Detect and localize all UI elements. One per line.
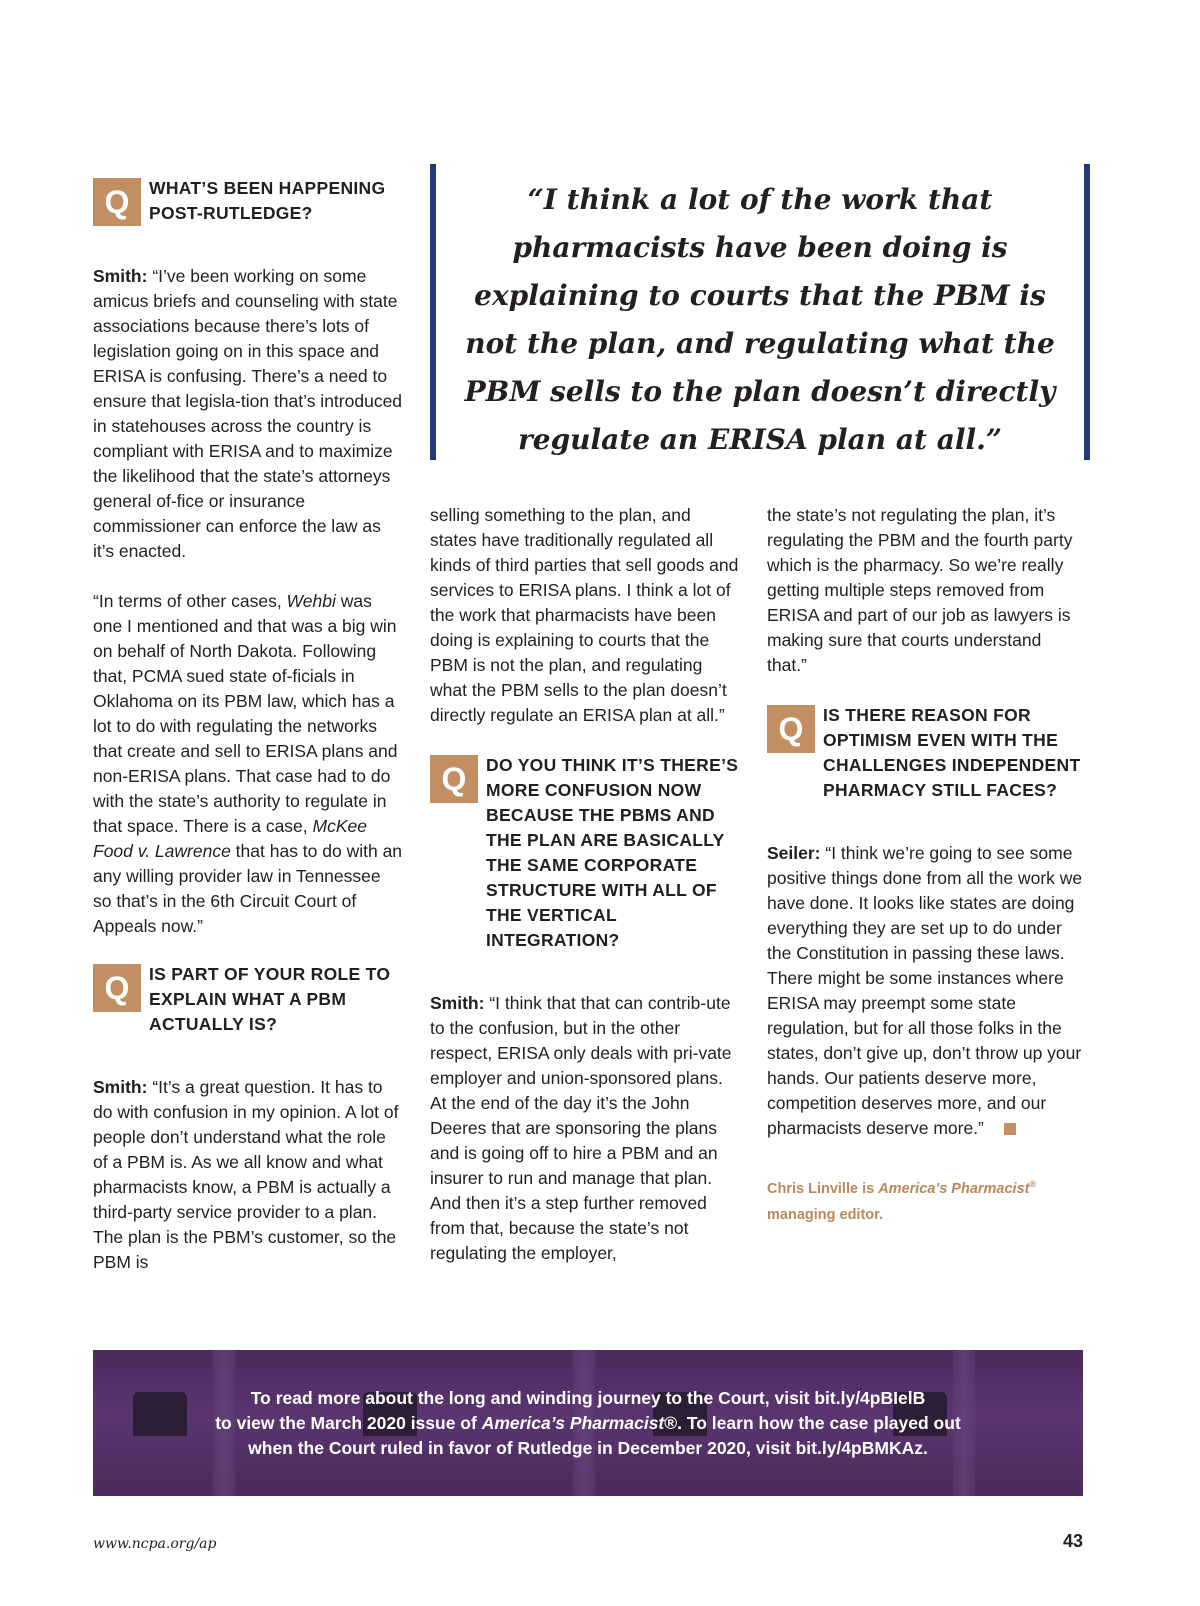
question-heading <box>93 962 403 1037</box>
q-badge-icon: Q <box>93 178 141 226</box>
speaker-name: Smith: <box>93 1077 148 1097</box>
answer-text: “I think we’re going to see some positive things done from all the work we have done. It looks like states are doing everything they are set up to do under the Constitution in passing these laws. There might be some instances where ERISA may preempt some state regulation, but for all those folks in the states, don’t give up, don’t throw up your hands. Our patients deserve more, competition deserves more, and our pharmacists deserve more.” <box>767 843 1083 1138</box>
question-heading <box>93 176 403 226</box>
answer-text: “In terms of other cases, <box>93 591 287 611</box>
answer-text: “I’ve been working on some amicus briefs and counseling with state associations because there’s lots of legislation going on in this space and ERISA is confusing. There’s a need to ensure that legisla-tion that’s introduced in statehouses across the country is compliant with ERISA and to maximize the likelihood that the state’s attorneys general of-fice or insurance commissioner can enforce the law as it’s enacted. <box>93 266 403 561</box>
footer-url: www.ncpa.org/ap <box>93 1536 217 1552</box>
promo-banner <box>93 1350 1083 1496</box>
q-badge-icon: Q <box>430 755 478 803</box>
publication-name: America’s Pharmacist <box>481 1413 665 1433</box>
credit-text: managing editor. <box>767 1206 884 1223</box>
question-text: WHAT’S BEEN HAPPENING POST-RUTLEDGE? <box>149 178 386 223</box>
q-badge-icon: Q <box>93 964 141 1012</box>
speaker-name: Smith: <box>93 266 148 286</box>
banner-text <box>93 1386 1083 1461</box>
author-credit <box>767 1171 1085 1228</box>
speaker-name: Seiler: <box>767 843 821 863</box>
question-text: IS THERE REASON FOR OPTIMISM EVEN WITH THE CHALLENGES INDEPENDENT PHARMACY STILL FACES? <box>823 705 1081 800</box>
answer-text: was one I mentioned and that was a big win on behalf of North Dakota. Following that, PCMA sued state of-ficials in Oklahoma on its PBM law, which has a lot to do with regulating the networks that create and sell to ERISA plans and non-ERISA plans. That case had to do with the state’s authority to regulate in that space. There is a case, <box>93 591 398 836</box>
publication-name: America’s Pharmacist <box>878 1180 1030 1197</box>
credit-text: Chris Linville is <box>767 1180 879 1197</box>
banner-line: when the Court ruled in favor of Rutledge in December 2020, visit bit.ly/4pBMKAz. <box>248 1438 928 1458</box>
banner-line: To read more about the long and winding journey to the Court, visit bit.ly/4pBIelB <box>250 1388 926 1408</box>
banner-text-part: ®. To learn how the case played out <box>664 1413 961 1433</box>
registered-mark: ® <box>1029 1179 1037 1189</box>
speaker-name: Smith: <box>430 993 485 1013</box>
case-name: Wehbi <box>286 591 336 611</box>
column-1 <box>93 176 403 1275</box>
question-text: DO YOU THINK IT’S THERE’S MORE CONFUSION NOW BECAUSE THE PBMS AND THE PLAN ARE BASICALLY THE SAME CORPORATE STRUCTURE WITH ALL OF THE VERTICAL INTEGRATION? <box>486 755 739 950</box>
answer-paragraph: selling something to the plan, and states have traditionally regulated all kinds of third parties that sell goods and services to ERISA plans. I think a lot of the work that pharmacists have been doing is explaining to courts that the PBM is not the plan, and regulating what the PBM sells to the plan doesn’t directly regulate an ERISA plan at all.” <box>430 505 739 725</box>
question-heading <box>430 753 740 953</box>
pull-quote <box>430 164 1090 460</box>
column-3 <box>767 503 1085 1228</box>
question-heading <box>767 703 1085 803</box>
answer-paragraph <box>93 1075 403 1275</box>
q-badge-icon: Q <box>767 705 815 753</box>
answer-text: “I think that that can contrib-ute to the confusion, but in the other respect, ERISA only deals with pri-vate employer and union-sponsored plans. At the end of the day it’s the John Deeres that are sponsoring the plans and is going off to hire a PBM and an insurer to run and manage that plan. And then it’s a step further removed from that, because the state’s not regulating the employer, <box>430 993 732 1263</box>
answer-paragraph <box>93 264 403 564</box>
answer-text: that has to do with an any willing provider law in Tennessee so that’s in the 6th Circuit Court of Appeals now.” <box>93 841 403 936</box>
case-name: McKee Food v. Lawrence <box>93 816 367 861</box>
answer-paragraph <box>93 589 403 939</box>
banner-line <box>93 1411 1083 1436</box>
page-number: 43 <box>1062 1531 1083 1551</box>
answer-paragraph <box>767 841 1085 1141</box>
banner-text-part: to view the March 2020 issue of <box>215 1413 482 1433</box>
pull-quote-text: “I think a lot of the work that pharmacists have been doing is explaining to courts that the PBM is not the plan, and regulating what the PBM sells to the plan doesn’t directly regulate an ERISA plan at all.” <box>464 183 1056 456</box>
end-mark-icon <box>1004 1123 1016 1135</box>
answer-paragraph <box>430 991 740 1266</box>
answer-paragraph: the state’s not regulating the plan, it’s regulating the PBM and the fourth party which is the pharmacy. So we’re really getting multiple steps removed from ERISA and part of our job as lawyers is making sure that courts understand that.” <box>767 505 1073 675</box>
answer-text: “It’s a great question. It has to do with confusion in my opinion. A lot of people don’t understand what the role of a PBM is. As we all know and what pharmacists know, a PBM is actually a third-party service provider to a plan. The plan is the PBM’s customer, so the PBM is <box>93 1077 399 1272</box>
question-text: IS PART OF YOUR ROLE TO EXPLAIN WHAT A PBM ACTUALLY IS? <box>149 964 391 1034</box>
column-2 <box>430 503 740 1266</box>
